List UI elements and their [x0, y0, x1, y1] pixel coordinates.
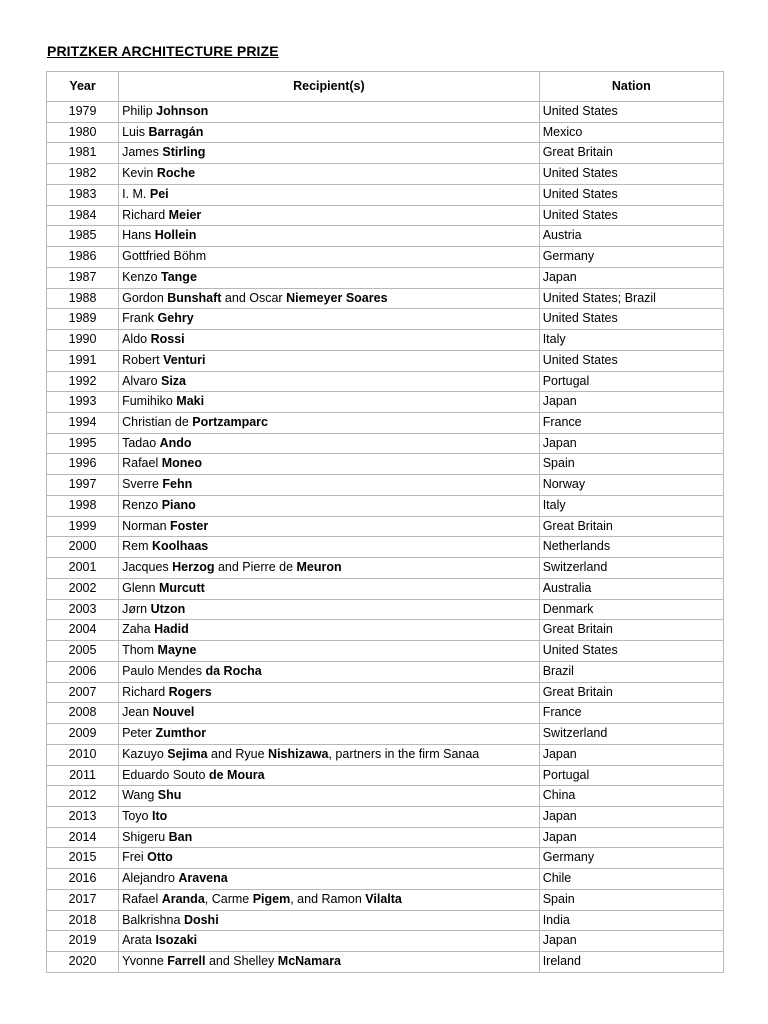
recipient-surname: Herzog: [172, 560, 215, 575]
recipient-surname: Meier: [168, 207, 202, 222]
cell-nation: Norway: [539, 475, 723, 496]
table-row: [47, 537, 724, 558]
recipient-surname: Otto: [147, 850, 173, 865]
cell-recipient: [119, 682, 540, 703]
cell-nation: Great Britain: [539, 143, 723, 164]
cell-recipient: [119, 495, 540, 516]
recipient-text: Jacques: [122, 560, 173, 575]
cell-nation: United States: [539, 184, 723, 205]
table-row: [47, 827, 724, 848]
recipient-text: Robert: [122, 352, 164, 367]
table-row: [47, 267, 724, 288]
cell-year: 1981: [47, 143, 119, 164]
cell-year: 2020: [47, 952, 119, 973]
cell-recipient: [119, 164, 540, 185]
recipient-text: Peter: [122, 726, 156, 741]
recipient-surname: Zumthor: [155, 726, 207, 741]
recipient-surname: Hollein: [154, 228, 197, 243]
recipient-surname: Barragán: [148, 124, 204, 139]
cell-nation: Japan: [539, 392, 723, 413]
recipient-text: Glenn: [122, 580, 159, 595]
cell-year: 1984: [47, 205, 119, 226]
recipient-text: Paulo Mendes: [122, 663, 206, 678]
table-row: [47, 288, 724, 309]
cell-year: 1988: [47, 288, 119, 309]
cell-recipient: [119, 869, 540, 890]
table-row: [47, 869, 724, 890]
cell-year: 2002: [47, 578, 119, 599]
cell-recipient: [119, 413, 540, 434]
cell-recipient: [119, 475, 540, 496]
cell-nation: United States: [539, 164, 723, 185]
cell-nation: Italy: [539, 330, 723, 351]
cell-nation: United States: [539, 102, 723, 123]
column-header-nation: Nation: [539, 72, 723, 102]
cell-year: 1982: [47, 164, 119, 185]
recipient-surname: Rossi: [150, 332, 185, 347]
recipient-text: , partners in the firm Sanaa: [328, 746, 480, 761]
recipient-surname: Aranda: [161, 891, 205, 906]
table-row: [47, 578, 724, 599]
cell-year: 2006: [47, 661, 119, 682]
table-row: [47, 392, 724, 413]
cell-year: 2005: [47, 641, 119, 662]
table-row: [47, 184, 724, 205]
cell-recipient: [119, 558, 540, 579]
cell-year: 2000: [47, 537, 119, 558]
cell-nation: Japan: [539, 744, 723, 765]
table-row: [47, 558, 724, 579]
recipient-text: Eduardo Souto: [122, 767, 209, 782]
table-row: [47, 786, 724, 807]
cell-nation: Japan: [539, 267, 723, 288]
recipient-surname: Murcutt: [158, 580, 205, 595]
cell-nation: Switzerland: [539, 558, 723, 579]
recipient-text: Gordon: [122, 290, 168, 305]
recipient-surname: Vilalta: [365, 891, 402, 906]
cell-recipient: [119, 786, 540, 807]
table-row: [47, 682, 724, 703]
cell-recipient: [119, 184, 540, 205]
cell-nation: Portugal: [539, 765, 723, 786]
cell-recipient: [119, 537, 540, 558]
cell-recipient: [119, 309, 540, 330]
cell-recipient: [119, 433, 540, 454]
recipient-text: Balkrishna: [122, 912, 184, 927]
cell-year: 2003: [47, 599, 119, 620]
recipient-text: Thom: [122, 643, 158, 658]
recipient-surname: Fehn: [162, 477, 193, 492]
cell-year: 2017: [47, 889, 119, 910]
cell-nation: United States: [539, 641, 723, 662]
cell-nation: India: [539, 910, 723, 931]
cell-nation: Japan: [539, 931, 723, 952]
table-row: [47, 143, 724, 164]
cell-recipient: [119, 143, 540, 164]
cell-year: 1992: [47, 371, 119, 392]
cell-year: 1985: [47, 226, 119, 247]
table-row: [47, 454, 724, 475]
cell-nation: Germany: [539, 247, 723, 268]
recipient-text: Richard: [122, 684, 169, 699]
cell-year: 2013: [47, 806, 119, 827]
recipient-text: , Carme: [204, 891, 253, 906]
table-body: [47, 102, 724, 973]
cell-nation: Ireland: [539, 952, 723, 973]
cell-year: 2008: [47, 703, 119, 724]
recipient-text: Sverre: [122, 477, 163, 492]
recipient-text: and Shelley: [205, 954, 278, 969]
table-row: [47, 495, 724, 516]
cell-year: 1987: [47, 267, 119, 288]
cell-year: 2007: [47, 682, 119, 703]
recipient-surname: Mayne: [157, 643, 197, 658]
cell-recipient: [119, 952, 540, 973]
recipient-surname: Farrell: [167, 954, 206, 969]
recipient-text: Alejandro: [122, 871, 179, 886]
recipient-surname: Ando: [159, 435, 192, 450]
recipient-surname: Meuron: [296, 560, 342, 575]
table-row: [47, 205, 724, 226]
recipient-surname: de Moura: [208, 767, 265, 782]
recipient-surname: Maki: [176, 394, 205, 409]
cell-nation: Australia: [539, 578, 723, 599]
recipient-surname: Nishizawa: [268, 746, 329, 761]
table-row: [47, 330, 724, 351]
table-row: [47, 889, 724, 910]
recipient-text: Norman: [122, 518, 171, 533]
cell-nation: Great Britain: [539, 682, 723, 703]
recipient-text: Shigeru: [122, 829, 169, 844]
cell-nation: United States: [539, 205, 723, 226]
cell-nation: Spain: [539, 889, 723, 910]
cell-recipient: [119, 744, 540, 765]
column-header-recipients: Recipient(s): [119, 72, 540, 102]
table-row: [47, 599, 724, 620]
recipient-text: and Oscar: [221, 290, 287, 305]
recipient-text: Christian de: [122, 415, 193, 430]
cell-nation: Portugal: [539, 371, 723, 392]
recipient-surname: Johnson: [156, 104, 209, 118]
cell-nation: France: [539, 413, 723, 434]
recipient-surname: Venturi: [163, 352, 206, 367]
cell-year: 1993: [47, 392, 119, 413]
cell-year: 2015: [47, 848, 119, 869]
recipient-text: Wang: [122, 788, 158, 803]
cell-recipient: [119, 454, 540, 475]
recipient-surname: Stirling: [162, 145, 206, 160]
recipient-surname: Gehry: [157, 311, 194, 326]
recipient-surname: Bunshaft: [167, 290, 222, 305]
table-row: [47, 744, 724, 765]
cell-year: 1995: [47, 433, 119, 454]
cell-nation: United States; Brazil: [539, 288, 723, 309]
recipient-text: Luis: [122, 124, 149, 139]
cell-recipient: [119, 205, 540, 226]
recipient-text: Yvonne: [122, 954, 168, 969]
table-header-row: [47, 72, 724, 102]
recipient-surname: Ban: [168, 829, 193, 844]
column-header-year: Year: [47, 72, 119, 102]
cell-nation: Spain: [539, 454, 723, 475]
table-row: [47, 931, 724, 952]
table-row: [47, 309, 724, 330]
cell-year: 1986: [47, 247, 119, 268]
recipient-surname: McNamara: [277, 954, 342, 969]
cell-nation: Germany: [539, 848, 723, 869]
table-row: [47, 661, 724, 682]
cell-year: 2011: [47, 765, 119, 786]
cell-recipient: [119, 931, 540, 952]
recipient-text: Frank: [122, 311, 158, 326]
recipient-surname: Aravena: [178, 871, 228, 886]
recipient-surname: da Rocha: [205, 663, 262, 678]
cell-recipient: [119, 620, 540, 641]
cell-year: 1979: [47, 102, 119, 123]
cell-year: 1996: [47, 454, 119, 475]
prize-table: [46, 71, 724, 973]
cell-nation: Japan: [539, 433, 723, 454]
cell-year: 1990: [47, 330, 119, 351]
cell-recipient: [119, 889, 540, 910]
cell-recipient: [119, 288, 540, 309]
cell-nation: Great Britain: [539, 516, 723, 537]
cell-year: 1998: [47, 495, 119, 516]
recipient-surname: Rogers: [168, 684, 212, 699]
recipient-text: Aldo: [122, 332, 151, 347]
cell-nation: Denmark: [539, 599, 723, 620]
page-title: PRITZKER ARCHITECTURE PRIZE: [47, 43, 279, 59]
table-row: [47, 433, 724, 454]
recipient-text: Philip: [122, 104, 157, 118]
recipient-surname: Doshi: [183, 912, 219, 927]
cell-nation: Mexico: [539, 122, 723, 143]
cell-recipient: [119, 848, 540, 869]
recipient-text: Frei: [122, 850, 148, 865]
recipient-text: Kevin: [122, 166, 157, 181]
recipient-surname: Hadid: [154, 622, 189, 637]
recipient-text: Hans: [122, 228, 155, 243]
cell-nation: United States: [539, 309, 723, 330]
recipient-surname: Foster: [170, 518, 209, 533]
table-row: [47, 350, 724, 371]
recipient-text: and Pierre de: [214, 560, 297, 575]
cell-recipient: [119, 247, 540, 268]
recipient-text: Rem: [122, 539, 152, 554]
recipient-text: Gottfried Böhm: [122, 249, 207, 264]
cell-nation: Brazil: [539, 661, 723, 682]
table-row: [47, 516, 724, 537]
recipient-surname: Pigem: [252, 891, 291, 906]
cell-year: 2019: [47, 931, 119, 952]
cell-year: 2018: [47, 910, 119, 931]
table-row: [47, 164, 724, 185]
recipient-surname: Portzamparc: [192, 415, 269, 430]
recipient-text: Jean: [122, 705, 153, 720]
table-row: [47, 371, 724, 392]
cell-year: 2016: [47, 869, 119, 890]
cell-recipient: [119, 392, 540, 413]
cell-recipient: [119, 102, 540, 123]
recipient-surname: Pei: [149, 186, 169, 201]
recipient-text: Rafael: [122, 891, 162, 906]
recipient-surname: Roche: [156, 166, 196, 181]
recipient-text: Zaha: [122, 622, 155, 637]
recipient-surname: Tange: [161, 269, 197, 284]
cell-year: 2014: [47, 827, 119, 848]
cell-nation: China: [539, 786, 723, 807]
cell-recipient: [119, 350, 540, 371]
recipient-surname: Niemeyer Soares: [286, 290, 388, 305]
table-row: [47, 247, 724, 268]
cell-year: 1999: [47, 516, 119, 537]
table-row: [47, 910, 724, 931]
cell-recipient: [119, 765, 540, 786]
cell-nation: France: [539, 703, 723, 724]
recipient-text: and Ryue: [207, 746, 269, 761]
recipient-text: Richard: [122, 207, 169, 222]
cell-recipient: [119, 122, 540, 143]
recipient-surname: Koolhaas: [151, 539, 209, 554]
recipient-surname: Shu: [157, 788, 182, 803]
cell-recipient: [119, 371, 540, 392]
table-row: [47, 641, 724, 662]
cell-year: 1980: [47, 122, 119, 143]
cell-year: 1989: [47, 309, 119, 330]
cell-recipient: [119, 724, 540, 745]
cell-recipient: [119, 661, 540, 682]
table-row: [47, 724, 724, 745]
cell-year: 1997: [47, 475, 119, 496]
cell-year: 1994: [47, 413, 119, 434]
cell-recipient: [119, 599, 540, 620]
table-row: [47, 952, 724, 973]
recipient-surname: Isozaki: [155, 933, 198, 948]
cell-recipient: [119, 330, 540, 351]
cell-recipient: [119, 267, 540, 288]
recipient-text: Tadao: [122, 435, 160, 450]
cell-recipient: [119, 806, 540, 827]
cell-nation: United States: [539, 350, 723, 371]
cell-nation: Netherlands: [539, 537, 723, 558]
recipient-surname: Siza: [161, 373, 187, 388]
cell-recipient: [119, 641, 540, 662]
recipient-text: Alvaro: [122, 373, 161, 388]
cell-year: 1983: [47, 184, 119, 205]
table-row: [47, 620, 724, 641]
cell-nation: Switzerland: [539, 724, 723, 745]
recipient-surname: Piano: [161, 497, 196, 512]
recipient-text: Rafael: [122, 456, 162, 471]
recipient-surname: Moneo: [161, 456, 202, 471]
table-row: [47, 703, 724, 724]
recipient-text: Renzo: [122, 497, 162, 512]
recipient-text: Kenzo: [122, 269, 162, 284]
cell-recipient: [119, 516, 540, 537]
cell-nation: Great Britain: [539, 620, 723, 641]
table-row: [47, 848, 724, 869]
cell-recipient: [119, 827, 540, 848]
recipient-text: I. M.: [122, 186, 150, 201]
recipient-text: Fumihiko: [122, 394, 177, 409]
table-row: [47, 102, 724, 123]
recipient-surname: Utzon: [150, 601, 186, 616]
table-row: [47, 413, 724, 434]
cell-recipient: [119, 226, 540, 247]
recipient-text: , and Ramon: [290, 891, 366, 906]
cell-year: 1991: [47, 350, 119, 371]
cell-recipient: [119, 703, 540, 724]
table-row: [47, 475, 724, 496]
cell-recipient: [119, 578, 540, 599]
table-row: [47, 765, 724, 786]
cell-recipient: [119, 910, 540, 931]
table-row: [47, 226, 724, 247]
cell-year: 2010: [47, 744, 119, 765]
cell-year: 2001: [47, 558, 119, 579]
recipient-surname: Sejima: [167, 746, 208, 761]
cell-nation: Italy: [539, 495, 723, 516]
cell-nation: Austria: [539, 226, 723, 247]
cell-year: 2009: [47, 724, 119, 745]
recipient-text: Arata: [122, 933, 156, 948]
recipient-text: James: [122, 145, 163, 160]
table-row: [47, 806, 724, 827]
cell-nation: Japan: [539, 827, 723, 848]
recipient-text: Kazuyo: [122, 746, 168, 761]
cell-year: 2004: [47, 620, 119, 641]
cell-nation: Japan: [539, 806, 723, 827]
recipient-text: Toyo: [122, 808, 152, 823]
recipient-surname: Ito: [151, 808, 168, 823]
recipient-text: Jørn: [122, 601, 151, 616]
cell-year: 2012: [47, 786, 119, 807]
table-row: [47, 122, 724, 143]
cell-nation: Chile: [539, 869, 723, 890]
recipient-surname: Nouvel: [152, 705, 195, 720]
